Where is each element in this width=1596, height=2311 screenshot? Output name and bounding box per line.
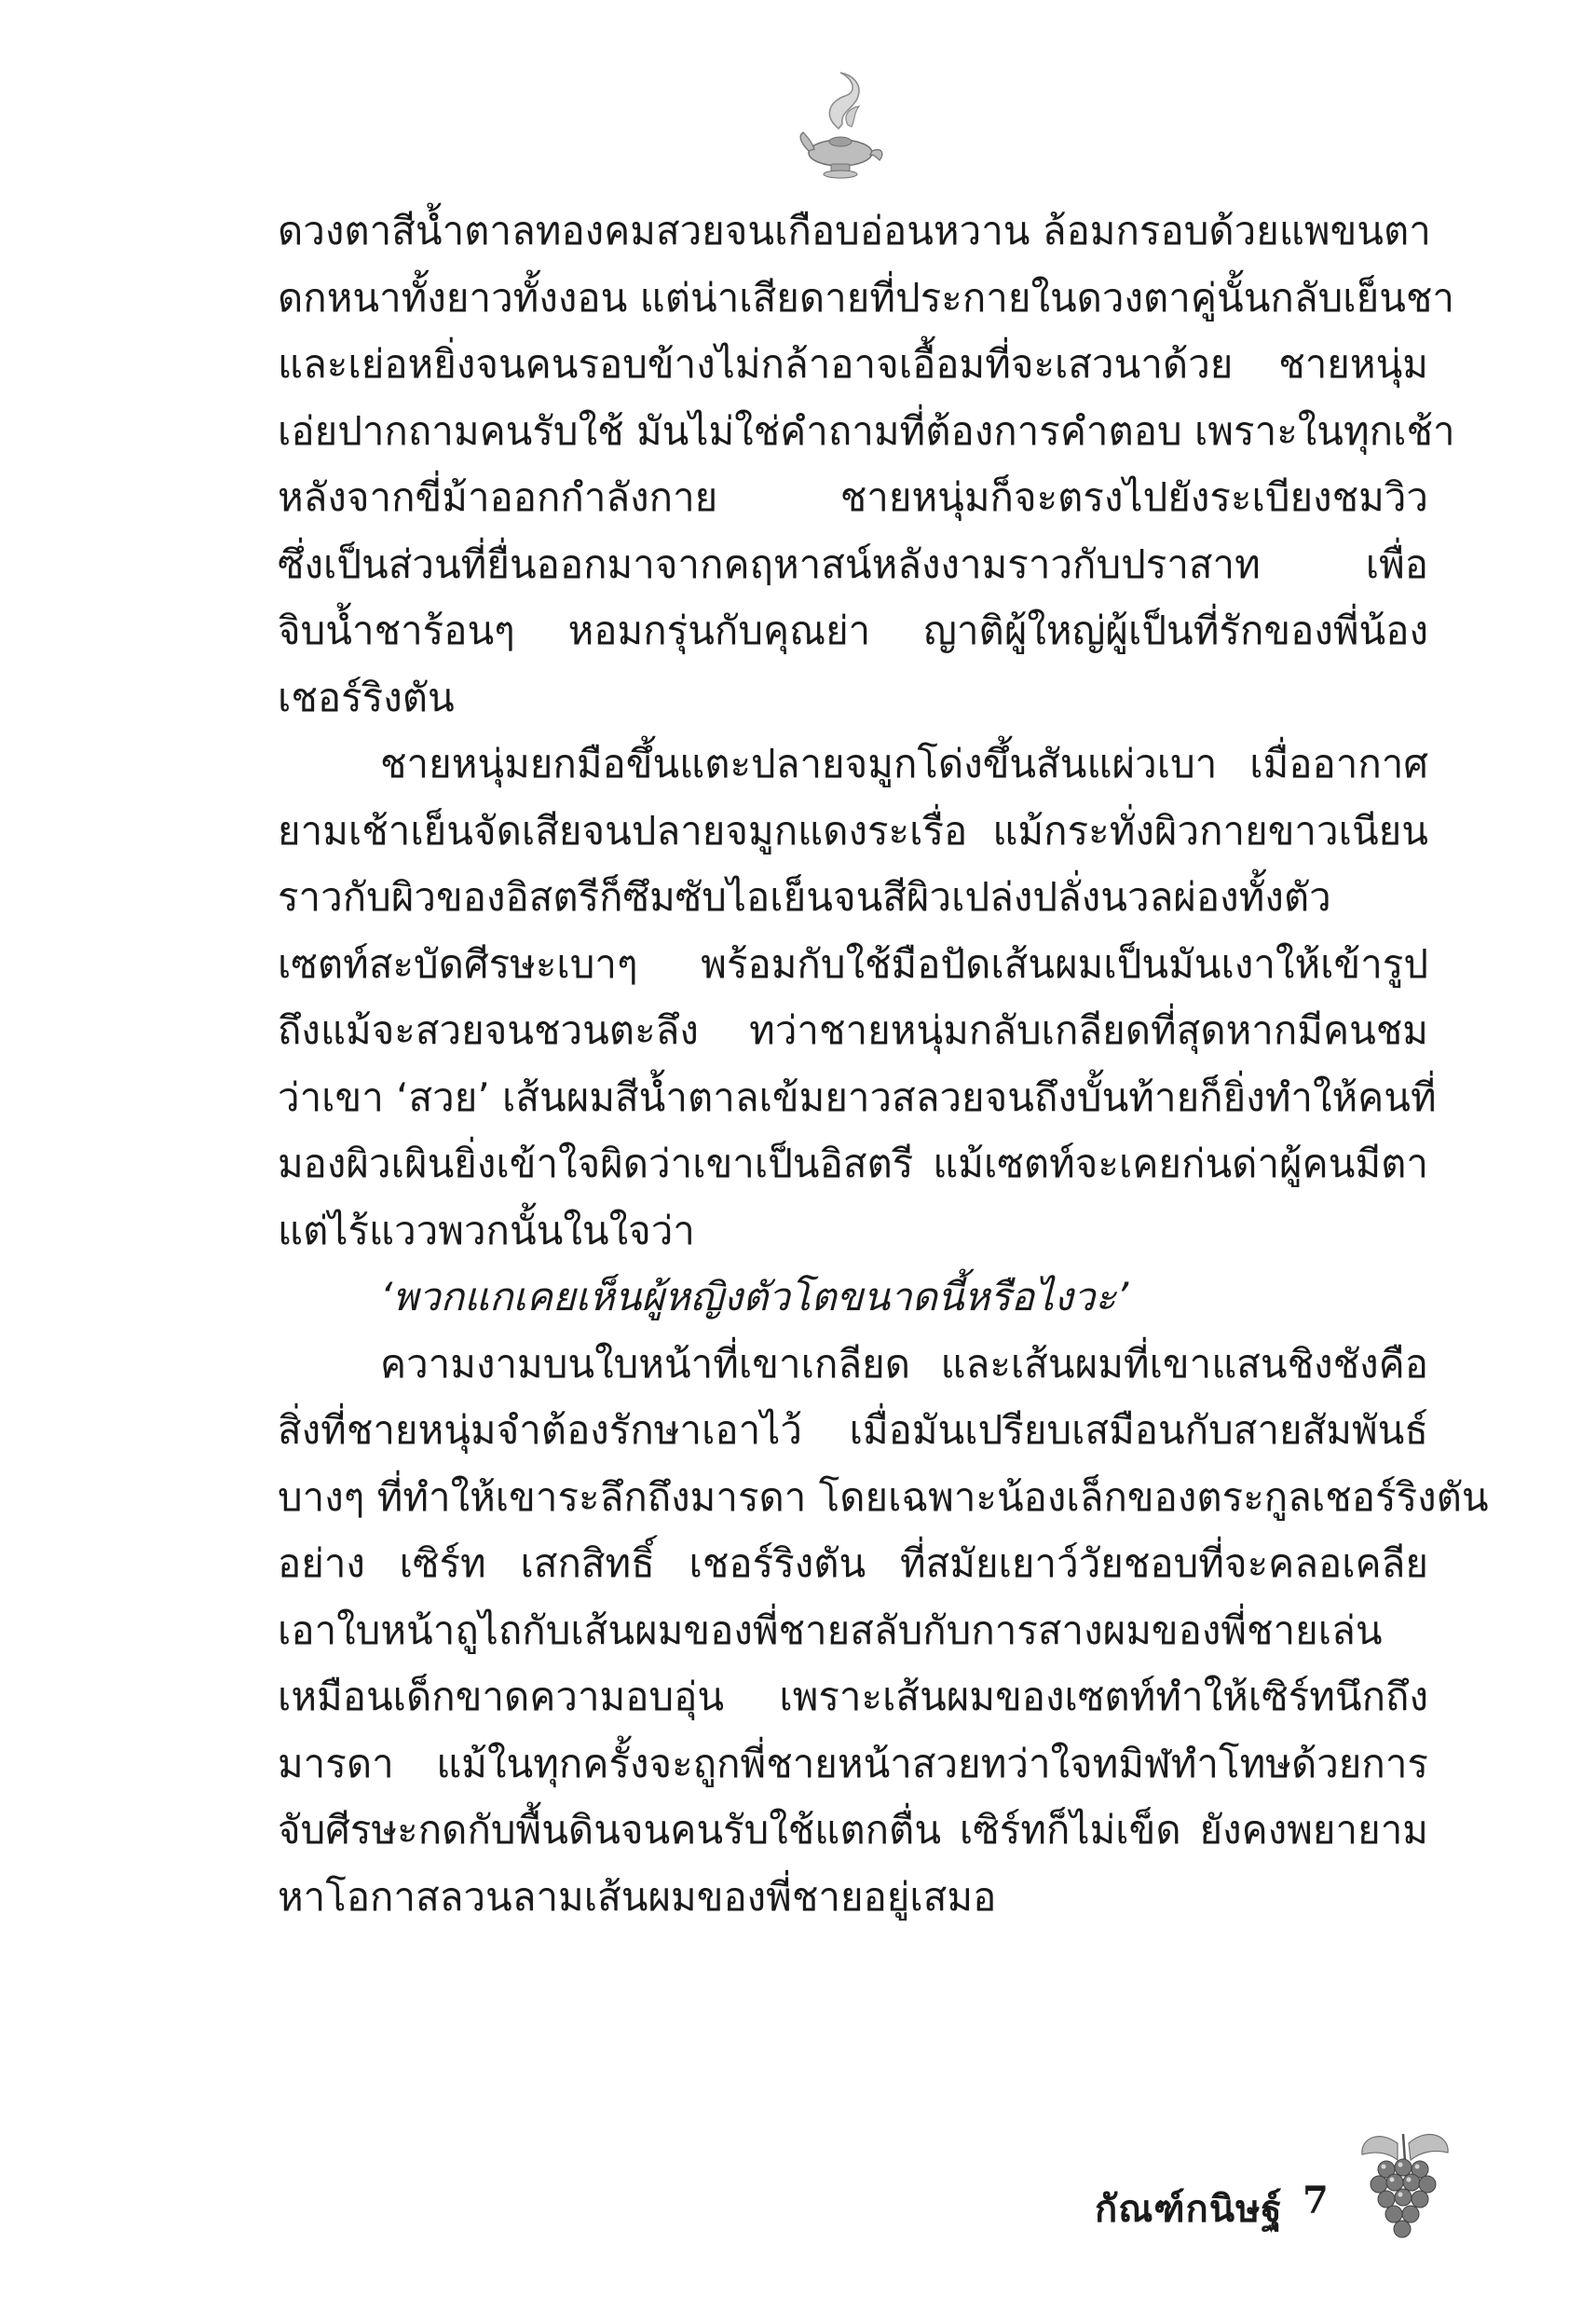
- text-line: และเย่อหยิ่งจนคนรอบข้างไม่กล้าอาจเอื้อมที่จะเสวนาด้วย ชายหนุ่ม: [278, 341, 1428, 387]
- text-line: ยามเช้าเย็นจัดเสียจนปลายจมูกแดงระเรื่อ แม้กระทั่งผิวกายขาวเนียน: [278, 807, 1428, 854]
- text-line: เซตท์สะบัดศีรษะเบาๆ พร้อมกับใช้มือปัดเส้นผมเป็นมันเงาให้เข้ารูป: [278, 940, 1428, 987]
- text-line: บางๆ ที่ทำให้เขาระลึกถึงมารดา โดยเฉพาะน้องเล็กของตระกูลเชอร์ริงตัน: [278, 1473, 1489, 1520]
- page-number: 7: [1303, 2179, 1329, 2222]
- text-line: หาโอกาสลวนลามเส้นผมของพี่ชายอยู่เสมอ: [278, 1873, 997, 1920]
- text-line: ดกหนาทั้งยาวทั้งงอน แต่น่าเสียดายที่ประกายในดวงตาคู่นั้นกลับเย็นชา: [278, 274, 1454, 321]
- text-line: ชายหนุ่มยกมือขึ้นแตะปลายจมูกโด่งขึ้นสันแผ่วเบา เมื่ออากาศ: [380, 741, 1428, 786]
- text-line: จับศีรษะกดกับพื้นดินจนคนรับใช้แตกตื่น เซิร์ทก็ไม่เข็ด ยังคงพยายาม: [278, 1807, 1428, 1853]
- genie-lamp-icon: [794, 63, 887, 185]
- text-line: หลังจากขี่ม้าออกกำลังกาย ชายหนุ่มก็จะตรงไปยังระเบียงชมวิว: [278, 474, 1428, 520]
- text-line: ว่าเขา ‘สวย’ เส้นผมสีน้ำตาลเข้มยาวสลวยจนถึงบั้นท้ายก็ยิ่งทำให้คนที่: [278, 1073, 1437, 1120]
- text-line: มารดา แม้ในทุกครั้งจะถูกพี่ชายหน้าสวยทว่าใจทมิฬทำโทษด้วยการ: [278, 1740, 1428, 1786]
- text-line: ราวกับผิวของอิสตรีก็ซึมซับไอเย็นจนสีผิวเปล่งปลั่งนวลผ่องทั้งตัว: [278, 874, 1331, 920]
- page-footer: [1044, 2125, 1472, 2264]
- body-text: [278, 198, 1489, 1930]
- text-line: ซึ่งเป็นส่วนที่ยื่นออกมาจากคฤหาสน์หลังงามราวกับปราสาท เพื่อ: [278, 540, 1428, 587]
- text-line: ความงามบนใบหน้าที่เขาเกลียด และเส้นผมที่เขาแสนชิงชังคือ: [380, 1340, 1428, 1387]
- italic-quote-line: ‘พวกแกเคยเห็นผู้หญิงตัวโตขนาดนี้หรือไงวะ’: [380, 1274, 1129, 1320]
- text-line: มองผิวเผินยิ่งเข้าใจผิดว่าเขาเป็นอิสตรี แม้เซตท์จะเคยก่นด่าผู้คนมีตา: [278, 1141, 1428, 1186]
- text-line: อย่าง เซิร์ท เสกสิทธิ์ เชอร์ริงตัน ที่สมัยเยาว์วัยชอบที่จะคลอเคลีย: [278, 1540, 1428, 1586]
- grape-bunch-icon: [1351, 2125, 1463, 2255]
- text-line: ดวงตาสีน้ำตาลทองคมสวยจนเกือบอ่อนหวาน ล้อมกรอบด้วยแพขนตา: [278, 208, 1431, 253]
- text-line: จิบน้ำชาร้อนๆ หอมกรุ่นกับคุณย่า ญาติผู้ใหญ่ผู้เป็นที่รักของพี่น้อง: [278, 608, 1428, 653]
- text-line: ถึงแม้จะสวยจนชวนตะลึง ทว่าชายหนุ่มกลับเกลียดที่สุดหากมีคนชม: [278, 1007, 1428, 1053]
- text-line: แต่ไร้แววพวกนั้นในใจว่า: [278, 1207, 695, 1253]
- book-title: กัณฑ์กนิษฐ์: [1095, 2187, 1283, 2231]
- text-line: เหมือนเด็กขาดความอบอุ่น เพราะเส้นผมของเซตท์ทำให้เซิร์ทนึกถึง: [278, 1674, 1428, 1719]
- text-line: เอ่ยปากถามคนรับใช้ มันไม่ใช่คำถามที่ต้องการคำตอบ เพราะในทุกเช้า: [278, 407, 1455, 454]
- text-line: สิ่งที่ชายหนุ่มจำต้องรักษาเอาไว้ เมื่อมันเปรียบเสมือนกับสายสัมพันธ์: [278, 1407, 1428, 1453]
- text-line: เอาใบหน้าถูไถกับเส้นผมของพี่ชายสลับกับการสางผมของพี่ชายเล่น: [278, 1607, 1383, 1653]
- text-line: เชอร์ริงตัน: [278, 674, 455, 720]
